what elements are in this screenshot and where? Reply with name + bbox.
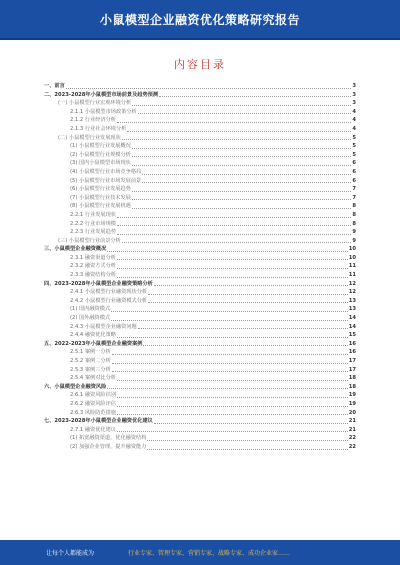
toc-entry-text: (1) 拓宽融资渠道，优化融资结构 — [70, 435, 147, 442]
toc-entry-text: (2) 小鼠模型行业规模分析 — [70, 151, 131, 158]
toc-entry-text: 2.5.2 案例二分析 — [70, 358, 111, 364]
toc-entry-text: 2.5.4 案例对比分析 — [70, 375, 116, 382]
toc-entry-text: 2.5.1 案例一分析 — [70, 349, 111, 356]
toc-entry-text: 2.2.3 行业发展趋势 — [70, 229, 116, 236]
toc-entry-text: 2.6.1 融资风险识别 — [70, 392, 116, 399]
toc-entry-page: 6 — [352, 177, 356, 184]
toc-entry-text: 2.1.2 行业经济分析 — [70, 117, 116, 124]
dot-leader — [138, 327, 348, 329]
toc-entry-page: 4 — [352, 117, 356, 124]
dot-leader — [132, 164, 352, 166]
dot-leader — [117, 267, 348, 269]
toc-entry-text: 2.3.2 融资方式分析 — [70, 263, 116, 270]
toc-entry[interactable] — [44, 185, 356, 194]
toc-entry-text: (4) 小鼠模型行业市场竞争格局 — [70, 168, 142, 175]
toc-entry[interactable] — [44, 262, 356, 271]
toc-entry[interactable] — [44, 434, 356, 443]
dot-leader — [107, 250, 348, 252]
dot-leader — [148, 301, 348, 303]
toc-entry-page: 4 — [352, 125, 356, 132]
toc-entry[interactable] — [44, 177, 356, 186]
toc-entry-page: 3 — [352, 100, 356, 107]
toc-entry[interactable] — [44, 108, 356, 117]
toc-entry-page: 9 — [352, 237, 356, 244]
toc-entry[interactable] — [44, 443, 356, 452]
dot-leader — [117, 405, 348, 407]
toc-entry-page: 21 — [348, 426, 356, 433]
toc-entry-text: 七、2023-2028年小鼠模型企业融资优化建议 — [44, 418, 153, 425]
toc-entry-text: 2.1.1 小鼠模型市场政策分析 — [70, 108, 137, 115]
toc-entry-page: 13 — [348, 306, 356, 313]
dot-leader — [132, 155, 352, 157]
toc-entry[interactable] — [44, 331, 356, 340]
toc-entry-text: 三、小鼠模型企业融资概况 — [44, 246, 107, 253]
toc-entry-text: (5) 小鼠模型行业市场发展前景 — [70, 177, 142, 184]
toc-entry-text: 2.2.2 行业市场规模 — [70, 220, 116, 227]
dot-leader — [143, 344, 347, 346]
dot-leader — [117, 413, 348, 415]
toc-entry[interactable] — [44, 116, 356, 125]
toc-entry-text: 2.4.2 小鼠模型行业融资模式分析 — [70, 297, 148, 304]
toc-entry[interactable] — [44, 159, 356, 168]
toc-entry[interactable] — [44, 254, 356, 263]
toc-entry-page: 3 — [352, 83, 356, 89]
dot-leader — [132, 147, 352, 149]
toc-entry-text: 六、小鼠模型企业融资风险 — [44, 383, 107, 390]
toc-entry-text: 二、2023-2028年小鼠模型市场前景及趋势预测 — [44, 91, 159, 98]
toc-entry-page: 18 — [348, 383, 356, 390]
toc-entry-text: 2.1.3 行业社会环境分析 — [70, 125, 127, 132]
toc-entry-page: 8 — [352, 220, 356, 227]
toc-entry-page: 20 — [348, 409, 356, 416]
footer-slogan: 行业专家、管理专家、营销专家、战略专家、成功企业家…… — [128, 550, 291, 557]
toc-entry-text: 2.3.1 融资渠道分析 — [70, 254, 116, 261]
dot-leader — [117, 430, 348, 432]
dot-leader — [117, 258, 348, 260]
toc-entry-page: 17 — [348, 366, 356, 373]
dot-leader — [142, 181, 351, 183]
toc-entry-text: (1) 小鼠模型行业发展概况 — [70, 143, 131, 150]
toc-entry-page: 7 — [352, 194, 356, 201]
toc-entry-text: (6) 小鼠模型行业发展趋势 — [70, 186, 131, 193]
toc-entry[interactable] — [44, 245, 356, 254]
dot-leader — [117, 396, 348, 398]
toc-entry[interactable] — [44, 426, 356, 435]
toc-entry-page: 8 — [352, 211, 356, 218]
toc-entry[interactable] — [44, 125, 356, 134]
toc-entry[interactable] — [44, 271, 356, 280]
toc-entry-text: (二) 小鼠模型行业发展现状 — [58, 134, 121, 141]
toc-entry-page: 5 — [352, 143, 356, 150]
toc-entry[interactable] — [44, 288, 356, 297]
dot-leader — [132, 190, 352, 192]
toc-entry-page: 10 — [348, 254, 356, 261]
toc-entry[interactable] — [44, 82, 356, 91]
toc-entry-text: (三) 小鼠模型行业前景分析 — [58, 237, 121, 244]
toc-entry-page: 18 — [348, 375, 356, 382]
toc-entry-text: 五、2022-2023年小鼠模型企业融资案例 — [44, 340, 143, 347]
dot-leader — [122, 138, 352, 140]
dot-leader — [117, 216, 351, 218]
toc-entry-page: 6 — [352, 160, 356, 167]
toc-entry[interactable] — [44, 297, 356, 306]
toc-entry-page: 21 — [348, 418, 356, 425]
dot-leader — [138, 112, 352, 114]
toc-entry[interactable] — [44, 409, 356, 418]
toc-entry[interactable] — [44, 323, 356, 332]
toc-entry[interactable] — [44, 391, 356, 400]
dot-leader — [132, 207, 352, 209]
toc-entry-page: 4 — [352, 108, 356, 115]
dot-leader — [154, 422, 348, 424]
toc-entry-text: (7) 小鼠模型行业技术发展 — [70, 194, 131, 201]
toc-entry-page: 12 — [348, 280, 356, 287]
dot-leader — [132, 104, 351, 106]
toc-heading: 内容目录 — [174, 58, 226, 71]
dot-leader — [112, 362, 348, 364]
toc-entry[interactable] — [44, 417, 356, 426]
dot-leader — [111, 310, 348, 312]
toc-entry-page: 9 — [352, 229, 356, 236]
toc-entry[interactable] — [44, 400, 356, 409]
toc-entry[interactable] — [44, 211, 356, 220]
toc-entry-text: 2.6.3 风险防范措施 — [70, 409, 116, 416]
dot-leader — [66, 87, 352, 89]
toc-entry-text: 2.4.4 融资优化策略 — [70, 332, 116, 339]
toc-entry-text: 2.5.3 案例三分析 — [70, 366, 111, 373]
dot-leader — [142, 173, 351, 175]
dot-leader — [147, 448, 347, 450]
dot-leader — [117, 336, 348, 338]
toc-entry-page: 17 — [348, 358, 356, 364]
toc-entry-page: 15 — [348, 332, 356, 339]
toc-entry[interactable] — [44, 280, 356, 289]
toc-entry-text: 四、2023-2028年小鼠模型企业融资策略分析 — [44, 280, 153, 287]
toc-entry[interactable] — [44, 348, 356, 357]
dot-leader — [159, 95, 351, 97]
table-of-contents — [44, 82, 356, 522]
toc-entry-page: 3 — [352, 91, 356, 98]
toc-entry-page: 6 — [352, 168, 356, 175]
toc-entry[interactable] — [44, 237, 356, 246]
dot-leader — [148, 293, 348, 295]
toc-entry[interactable] — [44, 99, 356, 108]
toc-entry-page: 5 — [352, 151, 356, 158]
dot-leader — [117, 379, 348, 381]
toc-entry[interactable] — [44, 202, 356, 211]
dot-leader — [117, 121, 351, 123]
dot-leader — [117, 224, 351, 226]
footer-text: 让每个人都能成为 — [46, 550, 95, 557]
toc-entry-text: 2.3.3 融资结构分析 — [70, 272, 116, 279]
dot-leader — [111, 319, 348, 321]
toc-entry-text: 2.7.1 融资优化建议 — [70, 426, 116, 433]
toc-entry-text: (1) 国内融资模式 — [70, 306, 111, 313]
toc-entry-page: 7 — [352, 186, 356, 193]
toc-entry[interactable] — [44, 374, 356, 383]
toc-entry-text: 2.4.1 小鼠模型行业融资现状分析 — [70, 289, 148, 296]
toc-entry-text: 2.6.2 融资风险评估 — [70, 400, 116, 407]
toc-entry-page: 16 — [348, 349, 356, 356]
dot-leader — [154, 284, 348, 286]
toc-entry-page: 11 — [348, 263, 356, 270]
toc-entry-page: 5 — [352, 134, 356, 141]
dot-leader — [132, 198, 352, 200]
toc-entry-page: 22 — [348, 435, 356, 442]
toc-entry-page: 11 — [348, 272, 356, 279]
toc-entry[interactable] — [44, 168, 356, 177]
dot-leader — [117, 276, 348, 278]
toc-entry-text: 2.2.1 行业发展现状 — [70, 211, 116, 218]
toc-entry[interactable] — [44, 383, 356, 392]
header-divider — [0, 38, 400, 40]
toc-entry[interactable] — [44, 134, 356, 143]
dot-leader — [107, 387, 348, 389]
toc-entry[interactable] — [44, 151, 356, 160]
toc-entry-page: 22 — [348, 443, 356, 450]
toc-entry[interactable] — [44, 305, 356, 314]
toc-entry[interactable] — [44, 357, 356, 366]
toc-entry-page: 16 — [348, 340, 356, 347]
toc-entry-text: (2) 加强企业管理，提升融资能力 — [70, 443, 147, 450]
toc-entry[interactable] — [44, 220, 356, 229]
toc-entry[interactable] — [44, 340, 356, 349]
toc-entry[interactable] — [44, 366, 356, 375]
dot-leader — [112, 370, 348, 372]
toc-entry-text: 一、前言 — [44, 83, 65, 89]
toc-entry[interactable] — [44, 314, 356, 323]
dot-leader — [127, 130, 351, 132]
toc-entry-page: 12 — [348, 289, 356, 296]
toc-entry-page: 13 — [348, 297, 356, 304]
toc-entry-page: 19 — [348, 400, 356, 407]
toc-entry[interactable] — [44, 91, 356, 100]
toc-entry-text: 2.4.3 小鼠模型企业融资问题 — [70, 323, 137, 330]
dot-leader — [147, 439, 347, 441]
toc-entry-text: (3) 国内小鼠模型市场现状 — [70, 160, 131, 167]
toc-entry-page: 10 — [348, 246, 356, 253]
toc-entry-text: (一) 小鼠模型行业宏观环境分析 — [58, 100, 132, 107]
toc-entry-page: 8 — [352, 203, 356, 210]
dot-leader — [117, 233, 351, 235]
report-header — [0, 0, 400, 38]
toc-entry[interactable] — [44, 142, 356, 151]
toc-entry-text: (8) 小鼠模型行业发展机遇 — [70, 203, 131, 210]
toc-entry-text: (2) 国外融资模式 — [70, 315, 111, 322]
report-title: 小鼠模型企业融资优化策略研究报告 — [99, 12, 300, 27]
dot-leader — [112, 353, 348, 355]
toc-entry[interactable] — [44, 194, 356, 203]
toc-entry-page: 19 — [348, 392, 356, 399]
toc-entry[interactable] — [44, 228, 356, 237]
toc-entry-page: 14 — [348, 323, 356, 330]
toc-entry-page: 14 — [348, 315, 356, 322]
dot-leader — [122, 241, 352, 243]
footer-bar — [0, 540, 400, 565]
